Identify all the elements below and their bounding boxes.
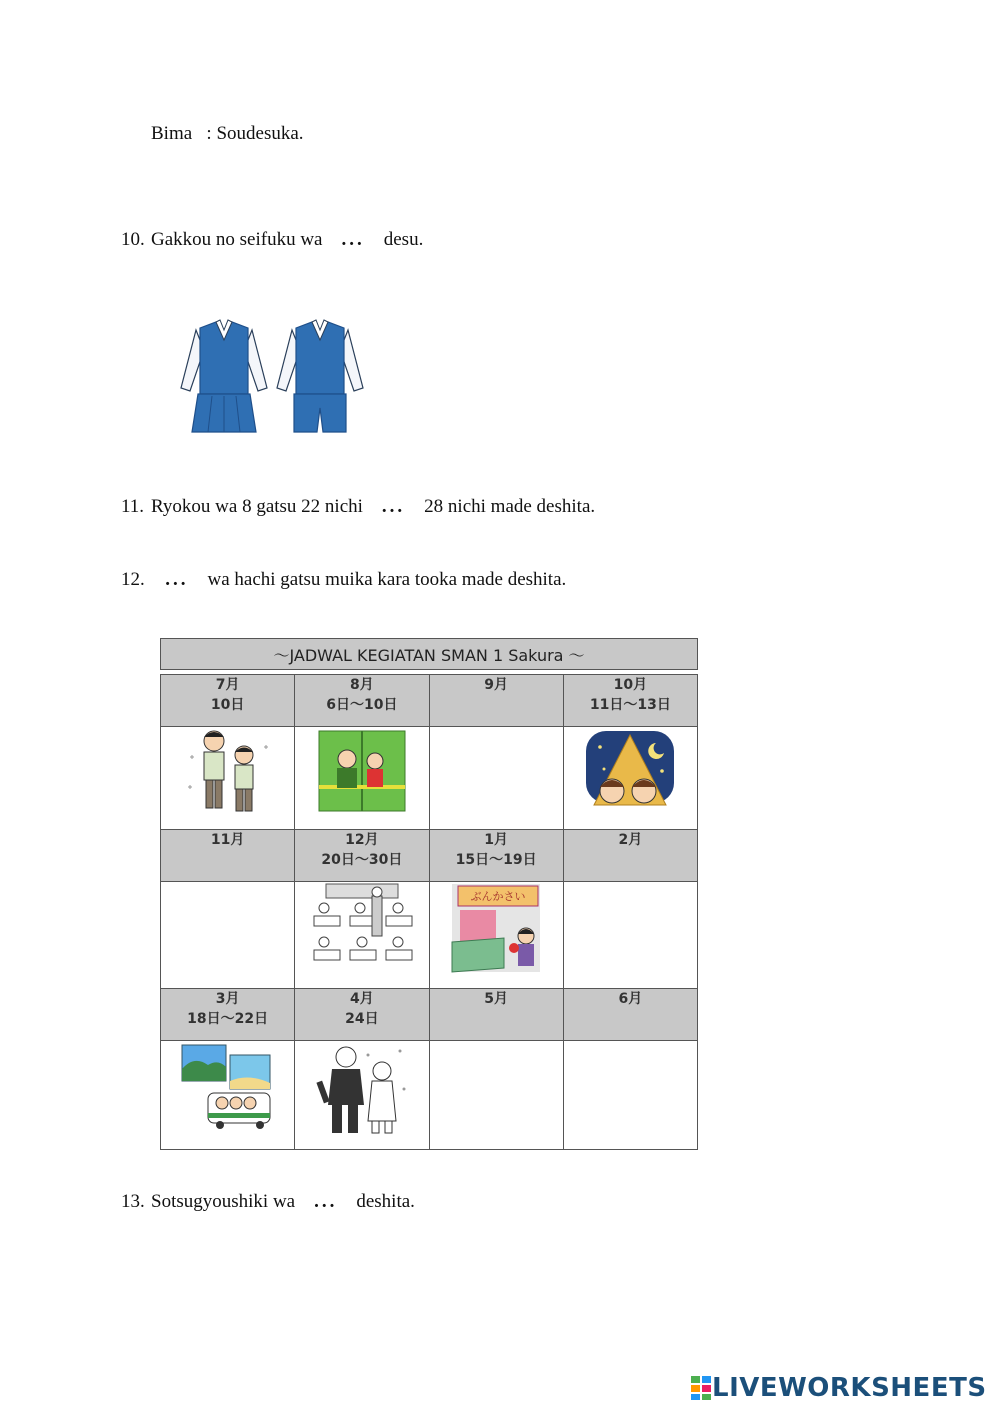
study-tour-image xyxy=(178,1041,278,1131)
picture-cell xyxy=(161,727,295,830)
liveworksheets-logo[interactable] xyxy=(690,1373,987,1403)
schedule-picture-row xyxy=(161,1041,698,1150)
question-number: 13. xyxy=(121,1191,145,1212)
exam-classroom-image xyxy=(306,882,418,978)
schedule-header-row xyxy=(161,989,698,1041)
picture-cell xyxy=(295,882,429,989)
logo-icon xyxy=(690,1375,712,1401)
answer-blank[interactable]: ... xyxy=(314,1191,338,1212)
month-cell: 12月 20日〜30日 xyxy=(295,830,429,882)
school-uniform-image xyxy=(176,318,366,440)
question-text: Ryokou wa 8 gatsu 22 nichi xyxy=(151,496,363,517)
month-cell: 11月 xyxy=(161,830,295,882)
question-text: Sotsugyoushiki wa xyxy=(151,1191,296,1212)
activity-schedule-table xyxy=(160,638,698,1150)
schedule-title: 〜JADWAL KEGIATAN SMAN 1 Sakura 〜 xyxy=(160,638,698,670)
month-cell: 5月 xyxy=(429,989,563,1041)
camp-tent-image xyxy=(317,727,407,813)
month-cell: 10月 11日〜13日 xyxy=(563,675,697,727)
festival-sign-text: ぶんかさい xyxy=(470,890,526,903)
picture-cell xyxy=(429,882,563,989)
answer-blank[interactable]: ... xyxy=(381,496,406,517)
question-text: 28 nichi made deshita. xyxy=(424,496,596,517)
girl-uniform xyxy=(181,320,267,432)
schedule-picture-row xyxy=(161,727,698,830)
picture-cell xyxy=(295,727,429,830)
schedule-grid xyxy=(160,674,698,1150)
picture-cell xyxy=(295,1041,429,1150)
question-11 xyxy=(121,496,595,518)
month-cell: 4月 24日 xyxy=(295,989,429,1041)
culture-festival-image xyxy=(448,882,544,974)
picture-cell xyxy=(563,882,697,989)
month-cell: 6月 xyxy=(563,989,697,1041)
month-cell: 8月 6日〜10日 xyxy=(295,675,429,727)
question-text: deshita. xyxy=(356,1191,415,1212)
schedule-header-row xyxy=(161,675,698,727)
picture-cell xyxy=(429,1041,563,1150)
picture-cell xyxy=(563,1041,697,1150)
students-image xyxy=(178,727,278,817)
month-cell: 7月 10日 xyxy=(161,675,295,727)
picture-cell xyxy=(161,882,295,989)
graduation-ceremony-image xyxy=(312,1041,412,1137)
question-13 xyxy=(121,1191,415,1213)
answer-blank[interactable]: ... xyxy=(165,569,189,590)
answer-blank[interactable]: ... xyxy=(341,229,365,250)
month-cell: 3月 18日〜22日 xyxy=(161,989,295,1041)
picture-cell xyxy=(429,727,563,830)
speaker-name: Bima xyxy=(151,123,193,144)
question-12 xyxy=(121,569,566,591)
logo-text: LIVEWORKSHEETS xyxy=(712,1373,987,1403)
question-10 xyxy=(121,229,423,251)
month-cell: 1月 15日〜19日 xyxy=(429,830,563,882)
question-number: 12. xyxy=(121,569,145,590)
question-text: Gakkou no seifuku wa xyxy=(151,229,323,250)
month-cell: 2月 xyxy=(563,830,697,882)
dialogue-line xyxy=(151,123,304,145)
boy-uniform xyxy=(277,320,363,432)
picture-cell xyxy=(161,1041,295,1150)
month-cell: 9月 xyxy=(429,675,563,727)
question-number: 11. xyxy=(121,496,145,517)
schedule-header-row xyxy=(161,830,698,882)
night-camp-image xyxy=(582,727,678,811)
question-text: wa hachi gatsu muika kara tooka made deshita. xyxy=(207,569,567,590)
question-text: desu. xyxy=(383,229,424,250)
picture-cell xyxy=(563,727,697,830)
speaker-text: : Soudesuka. xyxy=(206,123,304,144)
schedule-picture-row xyxy=(161,882,698,989)
question-number: 10. xyxy=(121,229,145,250)
